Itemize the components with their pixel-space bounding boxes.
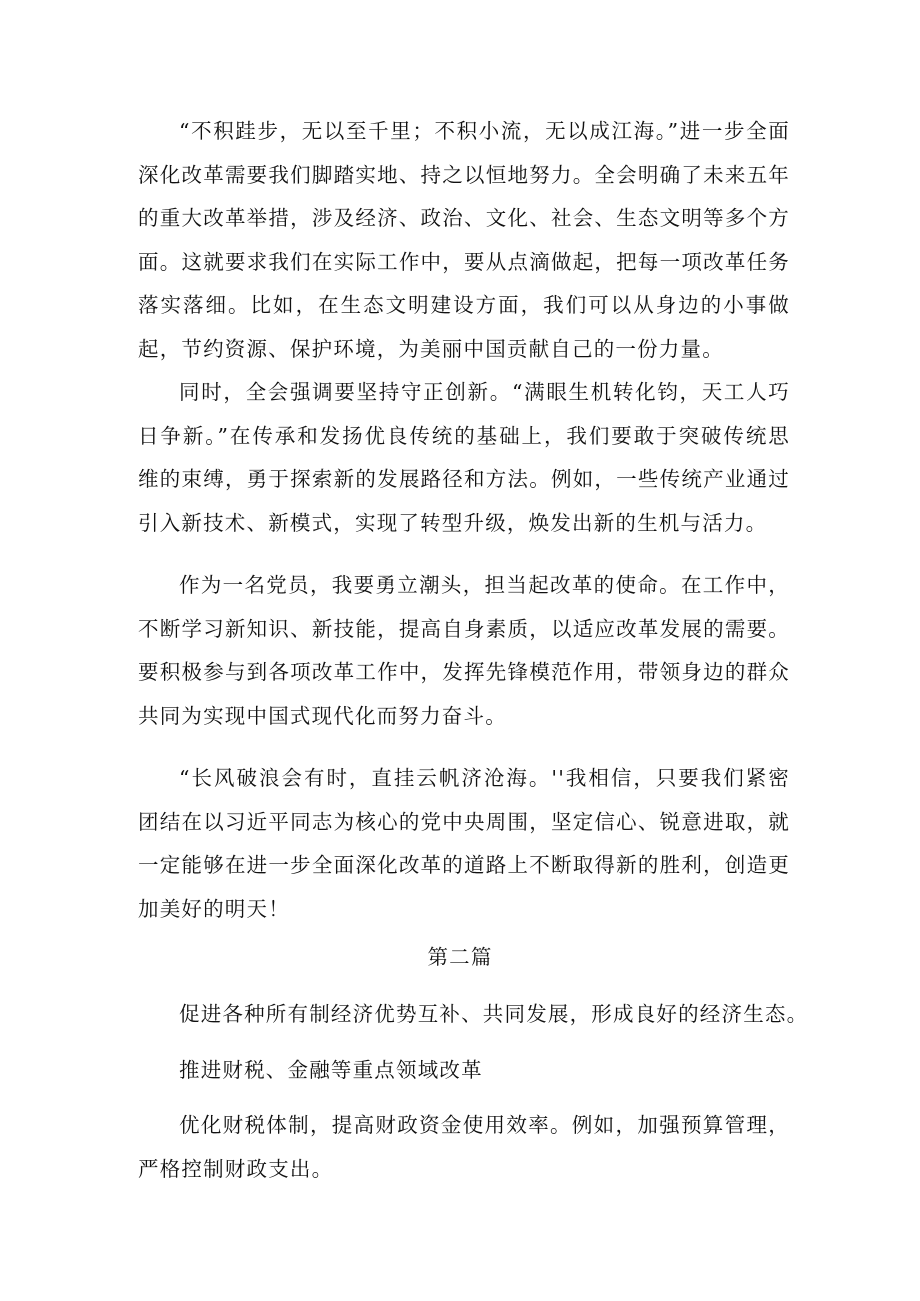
section-heading: 第二篇 bbox=[427, 945, 493, 969]
paragraph-fiscal-system: 优化财税体制，提高财政资金使用效率。例如，加强预算管理，严格控制财政支出。 bbox=[138, 1113, 790, 1181]
paragraph-economic-ecology: 促进各种所有制经济优势互补、共同发展，形成良好的经济生态。 bbox=[179, 1002, 809, 1026]
paragraph-conclusion: “长风破浪会有时，直挂云帆济沧海。''我相信，只要我们紧密团结在以习近平同志为核心的党中央周围，坚定信心、锐意进取，就一定能够在进一步全面深化改革的道路上不断取得新的胜利，创造更加美好的明天！ bbox=[138, 766, 790, 921]
paragraph-party-member: 作为一名党员，我要勇立潮头，担当起改革的使命。在工作中，不断学习新知识、新技能，提高自身素质，以适应改革发展的需要。要积极参与到各项改革工作中，发挥先锋模范作用，带领身边的群众共同为实现中国式现代化而努力奋斗。 bbox=[138, 573, 790, 728]
paragraph-fiscal-reform-heading: 推进财税、金融等重点领域改革 bbox=[179, 1058, 483, 1082]
paragraph-innovation: 同时，全会强调要坚持守正创新。“满眼生机转化钧，天工人巧日争新。”在传承和发扬优良传统的基础上，我们要敢于突破传统思维的束缚，勇于探索新的发展路径和方法。例如，一些传统产业通过引入新技术、新模式，实现了转型升级，焕发出新的生机与活力。 bbox=[138, 380, 790, 535]
paragraph-reform-steps: “不积跬步，无以至千里；不积小流，无以成江海。”进一步全面深化改革需要我们脚踏实地、持之以恒地努力。全会明确了未来五年的重大改革举措，涉及经济、政治、文化、社会、生态文明等多个方面。这就要求我们在实际工作中，要从点滴做起，把每一项改革任务落实落细。比如，在生态文明建设方面，我们可以从身边的小事做起，节约资源、保护环境，为美丽中国贡献自己的一份力量。 bbox=[138, 119, 790, 361]
